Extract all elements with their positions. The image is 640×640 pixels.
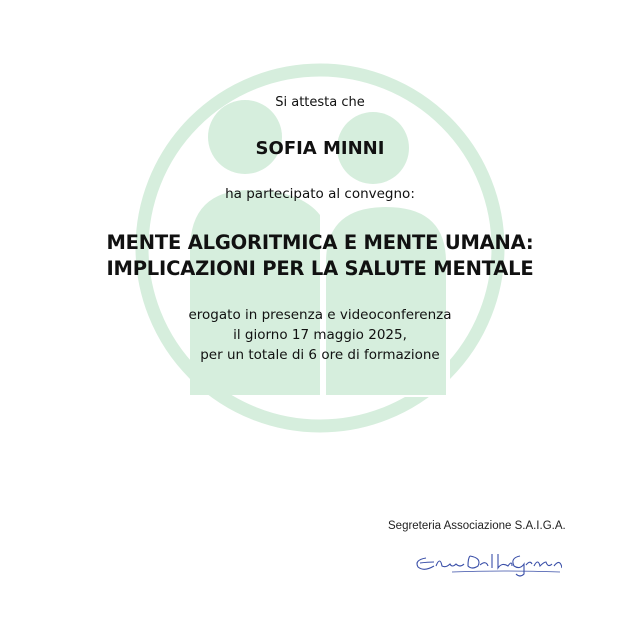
detail-line1: erogato in presenza e videoconferenza [188,307,452,323]
participation-text: ha partecipato al convegno: [225,186,415,202]
intro-text: Si attesta che [275,95,365,110]
recipient-name: SOFIA MINNI [255,138,385,159]
issuer-label: Segreteria Associazione S.A.I.G.A. [388,520,566,532]
event-title-line2: IMPLICAZIONI PER LA SALUTE MENTALE [106,257,534,280]
event-title-line1: MENTE ALGORITMICA E MENTE UMANA: [106,231,534,254]
detail-line3: per un totale di 6 ore di formazione [200,347,440,363]
detail-line2: il giorno 17 maggio 2025, [233,327,407,343]
signature [412,550,562,580]
